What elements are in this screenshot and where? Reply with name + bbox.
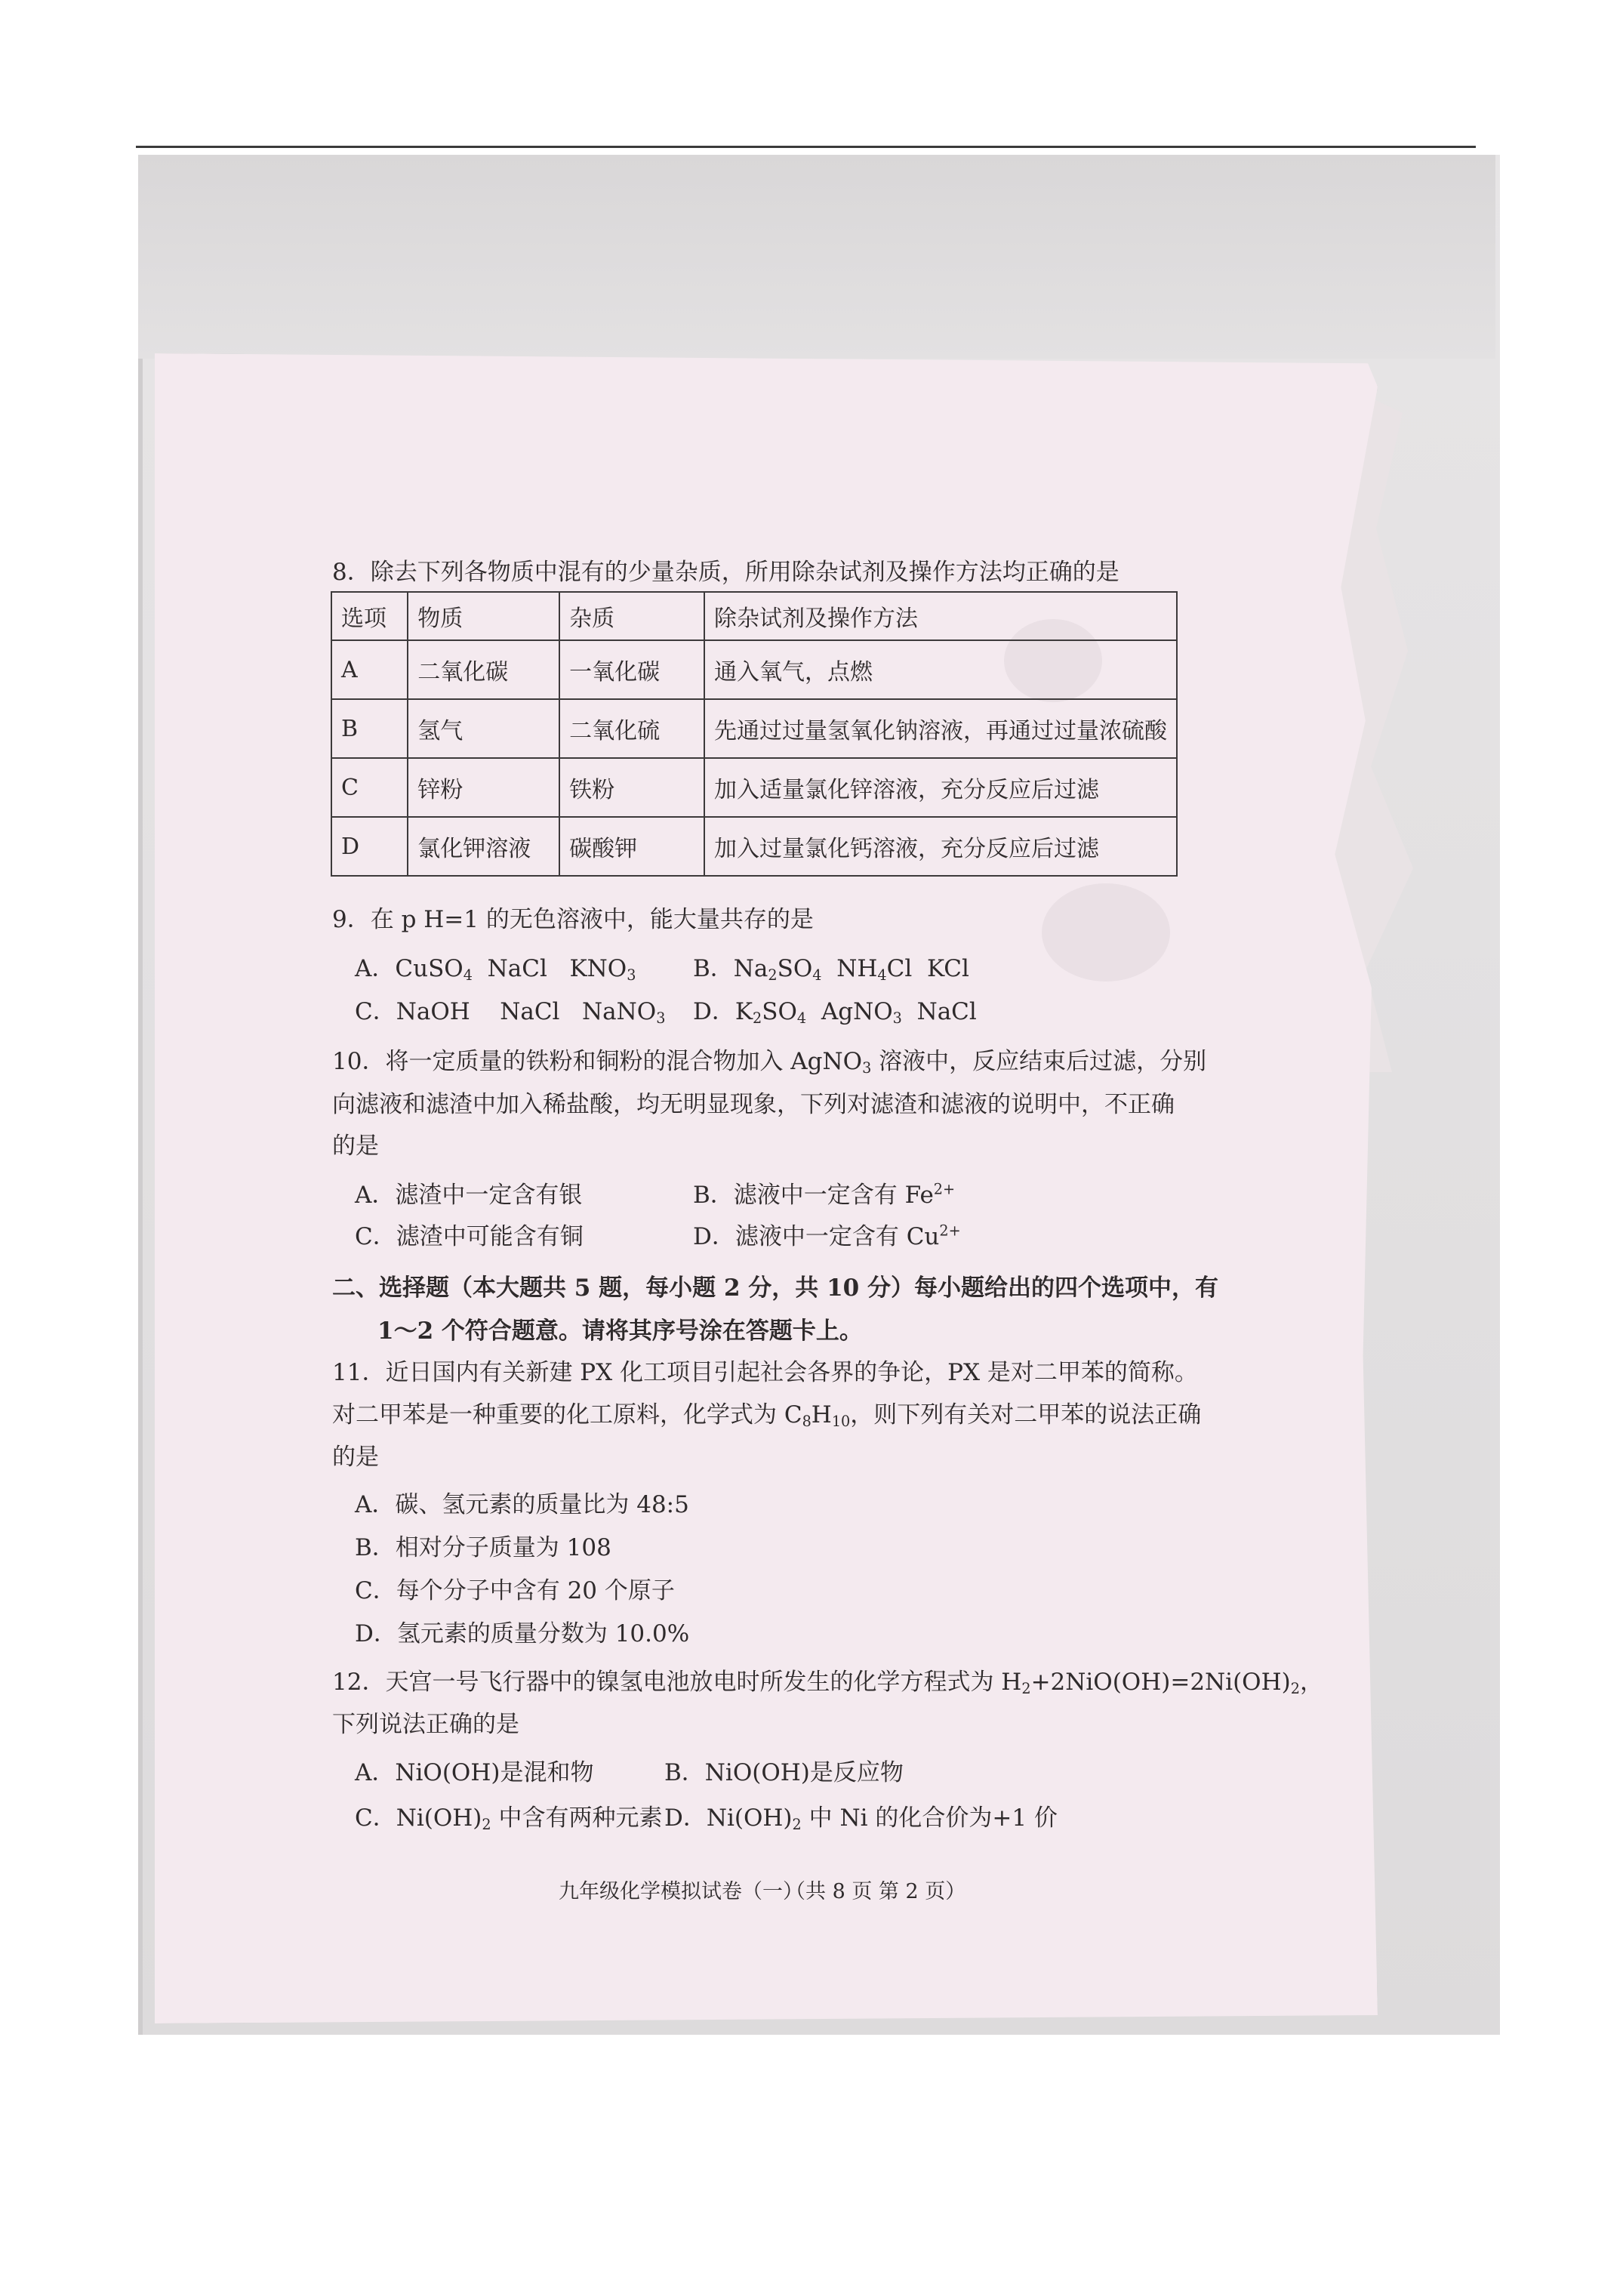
q11-line-1: 11．近日国内有关新建 PX 化工项目引起社会各界的争论，PX 是对二甲苯的简称。: [332, 1359, 1198, 1386]
table-row: [331, 640, 1177, 699]
q8-cell: 二氧化碳: [408, 640, 559, 699]
q8-cell: 铁粉: [559, 758, 704, 817]
q9-stem: 9．在 p H=1 的无色溶液中，能大量共存的是: [332, 906, 814, 933]
q12-option-c: C．$Ni(OH)_2$ 中含有两种元素: [355, 1804, 663, 1833]
q8-cell: 锌粉: [408, 758, 559, 817]
q10-line-3: 的是: [332, 1133, 379, 1160]
q8-cell: 一氧化碳: [559, 640, 704, 699]
q8-header-impurity: 杂质: [559, 592, 704, 640]
table-row: [331, 758, 1177, 817]
q11-line-3: 的是: [332, 1444, 379, 1471]
q9-option-a: A．CuSO$_4$ NaCl $KNO_3$: [355, 955, 636, 984]
q10-line-1: 10．将一定质量的铁粉和铜粉的混合物加入 AgNO$_3$ 溶液中，反应结束后过滤，分别: [332, 1048, 1207, 1077]
bleed-through-mark: [1042, 883, 1170, 982]
q11-option-d: D．氢元素的质量分数为 10.0%: [355, 1620, 690, 1647]
q12-option-a: A．NiO(OH)是混和物: [355, 1759, 594, 1786]
footer-page-number: （共 8 页 第 2 页）: [785, 1880, 966, 1903]
footer-title: 九年级化学模拟试卷（一）: [559, 1880, 803, 1903]
q8-header-method: 除杂试剂及操作方法: [704, 592, 1177, 640]
q8-table: [331, 591, 1178, 877]
q8-cell: 碳酸钾: [559, 817, 704, 876]
q9-option-d: D．$K_2SO_4$ AgNO$_3$ NaCl: [693, 998, 977, 1027]
q10-option-c: C．滤渣中可能含有铜: [355, 1223, 584, 1250]
q8-header-substance: 物质: [408, 592, 559, 640]
q8-cell: 先通过过量氢氧化钠溶液，再通过过量浓硫酸: [704, 699, 1177, 758]
q8-cell: 二氧化硫: [559, 699, 704, 758]
top-rule: [136, 146, 1476, 148]
q12-line-2: 下列说法正确的是: [332, 1711, 519, 1738]
q11-line-2: 对二甲苯是一种重要的化工原料，化学式为 $C_8H_{10}$，则下列有关对二甲苯的说法正确: [332, 1401, 1202, 1430]
q10-option-b: B．滤液中一定含有 $Fe^{2+}$: [693, 1180, 956, 1209]
q8-cell: 氯化钾溶液: [408, 817, 559, 876]
table-row: [331, 817, 1177, 876]
q9-option-b: B．$Na_2SO_4$ $NH_4Cl$ KCl: [693, 955, 969, 984]
q10-option-d: D．滤液中一定含有 $Cu^{2+}$: [693, 1222, 961, 1250]
q8-cell: 加入过量氯化钙溶液，充分反应后过滤: [704, 817, 1177, 876]
q8-cell: 氢气: [408, 699, 559, 758]
section-2-heading-line-1: 二、选择题（本大题共 5 题，每小题 2 分，共 10 分）每小题给出的四个选项中，有: [332, 1274, 1219, 1302]
q11-option-c: C．每个分子中含有 20 个原子: [355, 1577, 675, 1604]
q11-option-b: B．相对分子质量为 108: [355, 1534, 611, 1561]
q9-option-c: C．NaOH NaCl NaNO$_3$: [355, 998, 666, 1027]
q8-cell: C: [331, 758, 408, 817]
scan-top-band: [138, 155, 1495, 359]
q10-line-2: 向滤液和滤渣中加入稀盐酸，均无明显现象，下列对滤渣和滤液的说明中，不正确: [332, 1091, 1175, 1118]
q8-cell: 加入适量氯化锌溶液，充分反应后过滤: [704, 758, 1177, 817]
q8-table-header: [331, 592, 1177, 640]
q8-stem: 8．除去下列各物质中混有的少量杂质，所用除杂试剂及操作方法均正确的是: [332, 559, 1119, 586]
q12-option-d: D．$Ni(OH)_2$ 中 Ni 的化合价为+1 价: [664, 1804, 1058, 1833]
q12-option-b: B．NiO(OH)是反应物: [664, 1759, 904, 1786]
section-2-heading-line-2: 1～2 个符合题意。请将其序号涂在答题卡上。: [377, 1318, 863, 1345]
q10-option-a: A．滤渣中一定含有银: [355, 1182, 583, 1209]
q12-line-1: 12．天宫一号飞行器中的镍氢电池放电时所发生的化学方程式为 $H_2+2NiO(OH)=2Ni(OH)_2$，: [332, 1669, 1323, 1697]
q8-cell: D: [331, 817, 408, 876]
table-row: [331, 699, 1177, 758]
q11-option-a: A．碳、氢元素的质量比为 48:5: [355, 1491, 689, 1518]
q8-cell: A: [331, 640, 408, 699]
q8-cell: 通入氧气，点燃: [704, 640, 1177, 699]
q8-cell: B: [331, 699, 408, 758]
q8-header-option: 选项: [331, 592, 408, 640]
